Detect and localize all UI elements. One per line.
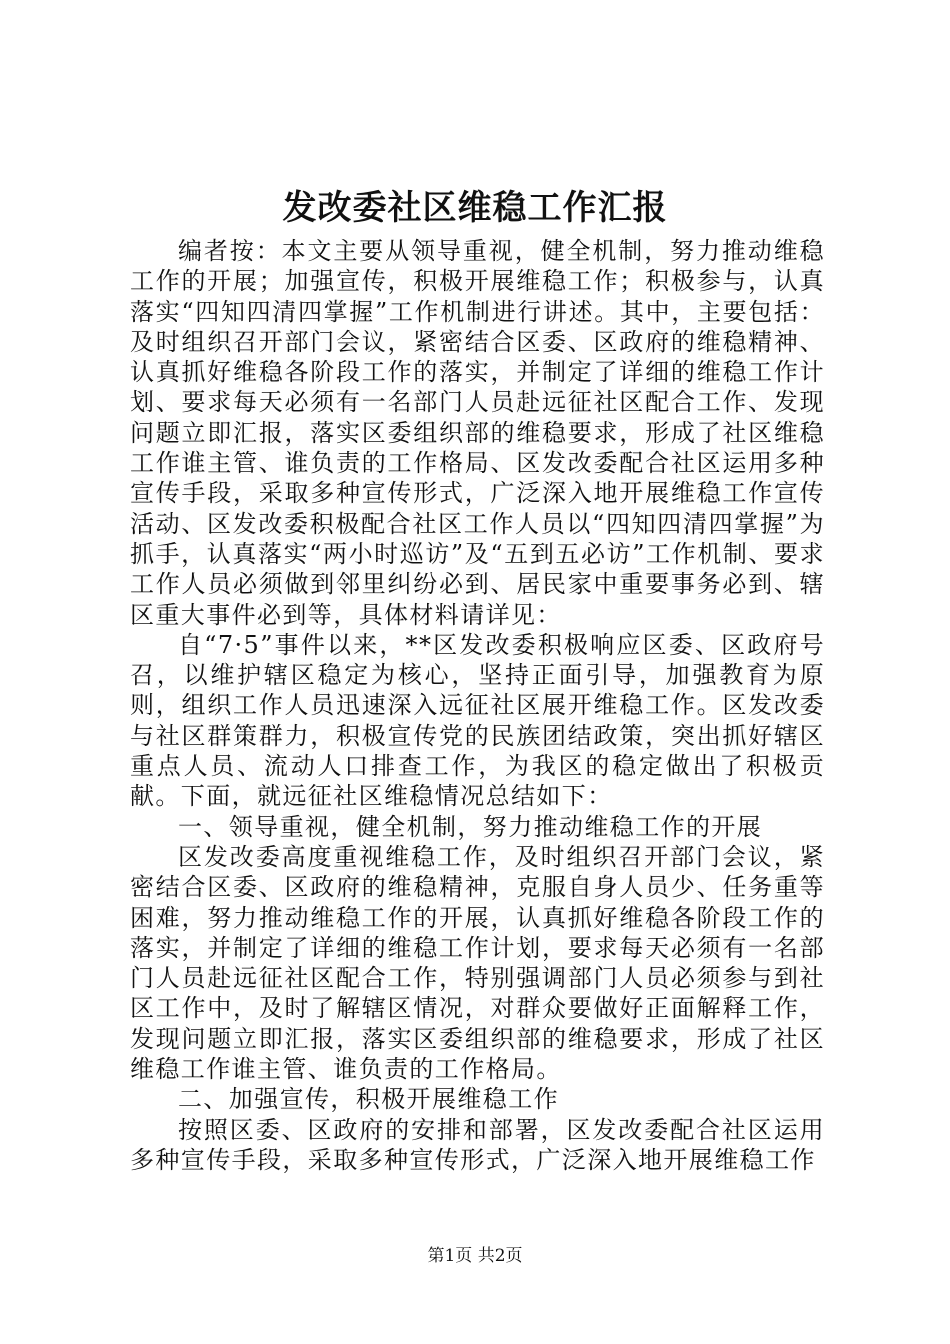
section-1-paragraph: 区发改委高度重视维稳工作，及时组织召开部门会议，紧密结合区委、区政府的维稳精神，克服自身人员少、任务重等困难，努力推动维稳工作的开展，认真抓好维稳各阶段工作的落实，并制定了详细的维稳工作计划，要求每天必须有一名部门人员赴远征社区配合工作，特别强调部门人员必须参与到社区工作中，及时了解辖区情况，对群众要做好正面解释工作，发现问题立即汇报，落实区委组织部的维稳要求，形成了社区维稳工作谁主管、谁负责的工作格局。: [130, 842, 825, 1084]
intro-paragraph: 自“7·5”事件以来，**区发改委积极响应区委、区政府号召，以维护辖区稳定为核心，坚持正面引导，加强教育为原则，组织工作人员迅速深入远征社区展开维稳工作。区发改委与社区群策群力，积极宣传党的民族团结政策，突出抓好辖区重点人员、流动人口排查工作，为我区的稳定做出了积极贡献。下面，就远征社区维稳情况总结如下：: [130, 630, 825, 811]
page-number-footer: 第1页 共2页: [427, 1246, 523, 1266]
editor-note-paragraph: 编者按：本文主要从领导重视，健全机制，努力推动维稳工作的开展；加强宣传，积极开展维稳工作；积极参与，认真落实“四知四清四掌握”工作机制进行讲述。其中，主要包括：及时组织召开部门会议，紧密结合区委、区政府的维稳精神、认真抓好维稳各阶段工作的落实，并制定了详细的维稳工作计划、要求每天必须有一名部门人员赴远征社区配合工作、发现问题立即汇报，落实区委组织部的维稳要求，形成了社区维稳工作谁主管、谁负责的工作格局、区发改委配合社区运用多种宣传手段，采取多种宣传形式，广泛深入地开展维稳工作宣传活动、区发改委积极配合社区工作人员以“四知四清四掌握”为抓手，认真落实“两小时巡访”及“五到五必访”工作机制、要求工作人员必须做到邻里纠纷必到、居民家中重要事务必到、辖区重大事件必到等，具体材料请详见：: [130, 237, 825, 629]
section-heading-2: 二、加强宣传，积极开展维稳工作: [178, 1085, 559, 1114]
section-2-paragraph: 按照区委、区政府的安排和部署，区发改委配合社区运用多种宣传手段，采取多种宣传形式，广泛深入地开展维稳工作: [130, 1115, 825, 1174]
document-title: 发改委社区维稳工作汇报: [282, 188, 668, 228]
document-body: [130, 236, 825, 1175]
section-heading-1: 一、领导重视，健全机制，努力推动维稳工作的开展: [178, 812, 763, 841]
